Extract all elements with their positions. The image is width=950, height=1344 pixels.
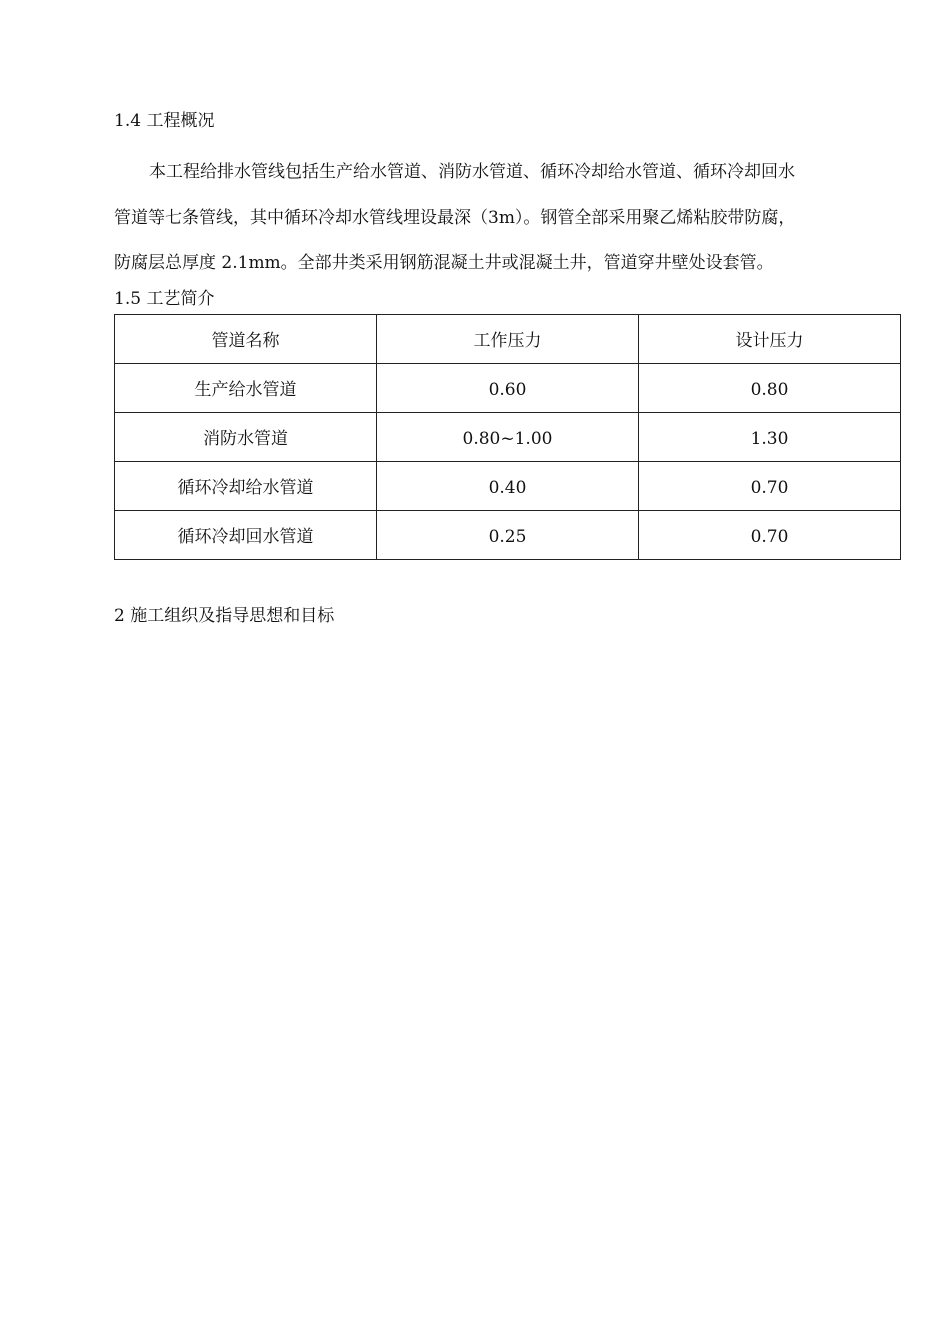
table-row xyxy=(115,413,901,462)
table-cell: 循环冷却回水管道 xyxy=(115,511,377,560)
paragraph-line: 防腐层总厚度 2.1mm。全部井类采用钢筋混凝土井或混凝土井，管道穿井壁处设套管。 xyxy=(114,253,774,273)
header-cell-design-pressure: 设计压力 xyxy=(639,315,901,364)
table-cell: 0.60 xyxy=(377,364,639,413)
project-overview-paragraph xyxy=(114,150,904,287)
section-heading-2: 2 施工组织及指导思想和目标 xyxy=(114,606,335,626)
header-cell-working-pressure: 工作压力 xyxy=(377,315,639,364)
table-row xyxy=(115,462,901,511)
table-cell: 1.30 xyxy=(639,413,901,462)
table-cell: 0.25 xyxy=(377,511,639,560)
table-cell: 0.40 xyxy=(377,462,639,511)
table-cell: 0.80~1.00 xyxy=(377,413,639,462)
paragraph-line: 本工程给排水管线包括生产给水管道、消防水管道、循环冷却给水管道、循环冷却回水 xyxy=(149,162,795,182)
header-cell-pipe-name: 管道名称 xyxy=(115,315,377,364)
table-cell: 消防水管道 xyxy=(115,413,377,462)
section-heading-1-5: 1.5 工艺简介 xyxy=(114,289,215,309)
table-cell: 0.80 xyxy=(639,364,901,413)
section-heading-1-4: 1.4 工程概况 xyxy=(114,111,215,131)
paragraph-line: 管道等七条管线，其中循环冷却水管线埋设最深（3m）。钢管全部采用聚乙烯粘胶带防腐， xyxy=(114,207,796,228)
table-row xyxy=(115,364,901,413)
table-cell: 循环冷却给水管道 xyxy=(115,462,377,511)
table-cell: 生产给水管道 xyxy=(115,364,377,413)
table-cell: 0.70 xyxy=(639,462,901,511)
table-cell: 0.70 xyxy=(639,511,901,560)
pressure-table xyxy=(114,314,901,560)
table-row xyxy=(115,511,901,560)
table-header-row xyxy=(115,315,901,364)
